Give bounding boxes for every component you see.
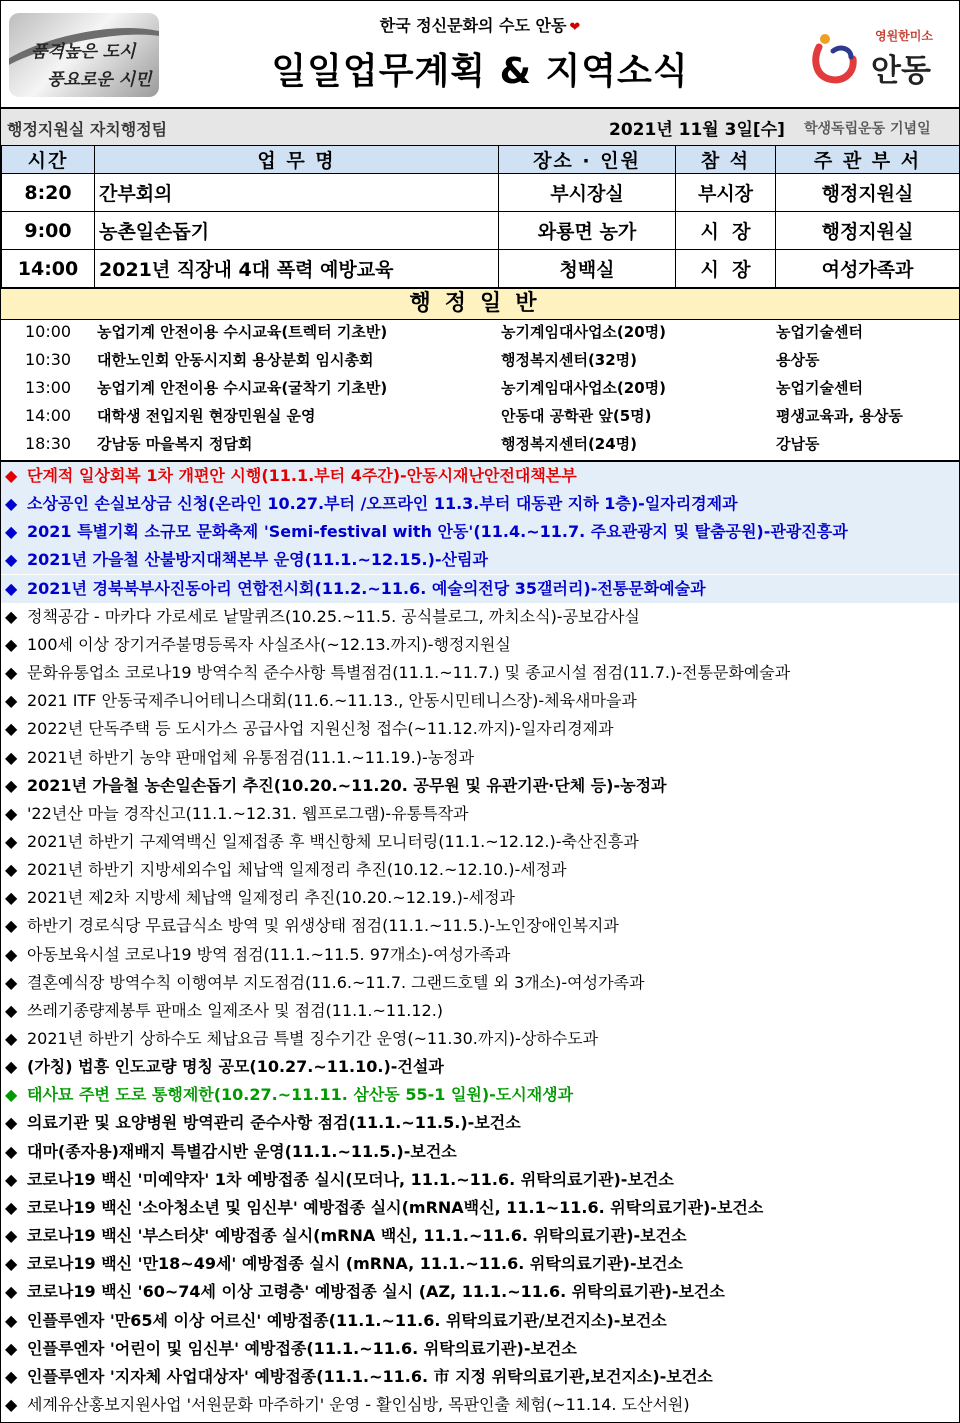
col-header-attend: 참 석 — [676, 146, 776, 174]
general-time: 13:00 — [25, 378, 72, 397]
heart-icon: ❤ — [569, 20, 581, 35]
notice-text: 코로나19 백신 '미예약자' 1차 예방접종 실시(모더나, 11.1.~11.6. 위탁의료기관)-보건소 — [27, 1169, 674, 1189]
notice-item — [1, 1194, 959, 1222]
notice-text: 의료기관 및 요양병원 방역관리 준수사항 점검(11.1.~11.5.)-보건소 — [27, 1113, 521, 1133]
notice-text: 결혼예식장 방역수칙 이행여부 지도점검(11.6.~11.7. 그랜드호텔 외 3개소)-여성가족과 — [27, 972, 645, 992]
logo-text-line2: 풍요로운 시민 — [47, 70, 152, 90]
notice-text: 2021년 하반기 농약 판매업체 유통점검(11.1.~11.19.)-농정과 — [27, 747, 475, 767]
general-list — [1, 318, 959, 460]
notice-text: 2021년 하반기 구제역백신 일제접종 후 백신항체 모니터링(11.1.~12.12.)-축산진흥과 — [27, 831, 639, 851]
general-time: 10:00 — [25, 322, 72, 341]
general-row — [1, 346, 959, 374]
diamond-bullet-icon: ◆ — [5, 466, 18, 485]
notice-item — [1, 1138, 959, 1166]
notice-item — [1, 969, 959, 997]
diamond-bullet-icon: ◆ — [5, 691, 18, 711]
diamond-bullet-icon: ◆ — [5, 1338, 18, 1358]
notice-item — [1, 1166, 959, 1194]
notice-item — [1, 462, 959, 490]
diamond-bullet-icon: ◆ — [5, 972, 18, 992]
general-place: 안동대 공학관 앞(5명) — [501, 407, 652, 425]
general-row — [1, 430, 959, 458]
general-time: 14:00 — [25, 406, 72, 425]
notice-text: 2022년 단독주택 등 도시가스 공급사업 지원신청 접수(~11.12.까지)-일자리경제과 — [27, 719, 614, 739]
diamond-bullet-icon: ◆ — [5, 916, 18, 936]
notice-item — [1, 941, 959, 969]
notice-text: (가칭) 법흥 인도교량 명칭 공모(10.27.~11.10.)-건설과 — [27, 1057, 444, 1077]
notice-text: 세계유산홍보지원사업 '서원문화 마주하기' 운영 - 활인심방, 목판인출 체험(~11.14. 도산서원) — [27, 1394, 690, 1414]
team-name: 행정지원실 자치행정팀 — [7, 120, 168, 139]
schedule-row — [2, 250, 960, 288]
diamond-bullet-icon: ◆ — [5, 944, 18, 964]
diamond-bullet-icon: ◆ — [5, 1226, 18, 1246]
notice-item — [1, 912, 959, 940]
notice-text: 하반기 경로식당 무료급식소 방역 및 위생상태 점검(11.1.~11.5.)-노인장애인복지과 — [27, 916, 619, 936]
notice-item — [1, 715, 959, 743]
notice-text: 2021년 제2차 지방세 체납액 일제정리 추진(10.20.~12.19.)-세정과 — [27, 888, 515, 908]
notice-text: 코로나19 백신 '부스터샷' 예방접종 실시(mRNA 백신, 11.1.~11.6. 위탁의료기관)-보건소 — [27, 1226, 687, 1246]
diamond-bullet-icon: ◆ — [5, 1085, 18, 1105]
notice-list — [1, 462, 959, 1420]
document-header — [1, 1, 959, 109]
schedule-attend: 시 장 — [676, 250, 776, 288]
diamond-bullet-icon: ◆ — [5, 831, 18, 851]
general-task: 대학생 전입지원 현장민원실 운영 — [97, 407, 316, 425]
schedule-time: 8:20 — [2, 174, 95, 212]
diamond-bullet-icon: ◆ — [5, 1282, 18, 1302]
notice-item — [1, 687, 959, 715]
diamond-bullet-icon: ◆ — [5, 578, 18, 598]
col-header-task: 업 무 명 — [95, 146, 499, 174]
general-dept: 농업기술센터 — [776, 379, 863, 397]
schedule-task: 농촌일손돕기 — [95, 212, 499, 250]
general-place: 농기계임대사업소(20명) — [501, 379, 666, 397]
logo-subtitle: 영원한미소 — [875, 29, 933, 43]
schedule-task: 2021년 직장내 4대 폭력 예방교육 — [95, 250, 499, 288]
diamond-bullet-icon: ◆ — [5, 1254, 18, 1274]
general-row — [1, 402, 959, 430]
schedule-header-row — [2, 146, 960, 174]
notice-text: 2021 ITF 안동국제주니어테니스대회(11.6.~11.13., 안동시민테니스장)-체육새마을과 — [27, 691, 637, 711]
diamond-bullet-icon: ◆ — [5, 1000, 18, 1020]
general-row — [1, 374, 959, 402]
schedule-dept: 여성가족과 — [776, 250, 960, 288]
slogan-text: 한국 정신문화의 수도 안동 — [379, 16, 567, 35]
notice-text: 쓰레기종량제봉투 판매소 일제조사 및 점검(11.1.~11.12.) — [27, 1000, 444, 1020]
notice-text: 코로나19 백신 '60~74세 이상 고령층' 예방접종 실시 (AZ, 11.1.~11.6. 위탁의료기관)-보건소 — [27, 1282, 725, 1302]
general-row — [1, 318, 959, 346]
general-dept: 강남동 — [776, 435, 820, 453]
schedule-time: 9:00 — [2, 212, 95, 250]
andong-logo — [809, 23, 959, 89]
notice-item — [1, 1081, 959, 1109]
general-task: 농업기계 안전이용 수시교육(굴착기 기초반) — [97, 379, 388, 397]
notice-text: 소상공인 손실보상금 신청(온라인 10.27.부터 /오프라인 11.3.부터 대동관 지하 1층)-일자리경제과 — [27, 494, 738, 514]
diamond-bullet-icon: ◆ — [5, 1029, 18, 1048]
diamond-bullet-icon: ◆ — [5, 1366, 18, 1386]
notice-item — [1, 1109, 959, 1137]
col-header-time: 시간 — [2, 146, 95, 174]
diamond-bullet-icon: ◆ — [5, 606, 18, 626]
notice-item — [1, 659, 959, 687]
notice-item — [1, 1278, 959, 1306]
schedule-time: 14:00 — [2, 250, 95, 288]
diamond-bullet-icon: ◆ — [5, 634, 18, 654]
notice-item — [1, 1250, 959, 1278]
schedule-dept: 행정지원실 — [776, 174, 960, 212]
col-header-place: 장소 · 인원 — [499, 146, 676, 174]
notice-text: 인플루엔자 '어린이 및 임신부' 예방접종(11.1.~11.6. 위탁의료기관)-보건소 — [27, 1338, 577, 1358]
general-task: 대한노인회 안동시지회 용상분회 임시총회 — [97, 351, 374, 369]
notice-item — [1, 800, 959, 828]
notice-text: '22년산 마늘 경작신고(11.1.~12.31. 웹프로그램)-유통특작과 — [27, 803, 469, 823]
info-bar — [1, 109, 959, 146]
notice-item — [1, 1053, 959, 1081]
schedule-attend: 부시장 — [676, 174, 776, 212]
schedule-row — [2, 174, 960, 212]
general-place: 농기계임대사업소(20명) — [501, 323, 666, 341]
notice-text: 2021년 하반기 상하수도 체납요금 특별 징수기간 운영(~11.30.까지)-상하수도과 — [27, 1029, 599, 1048]
col-header-dept: 주 관 부 서 — [776, 146, 960, 174]
notice-item — [1, 1222, 959, 1250]
notice-item — [1, 631, 959, 659]
general-dept: 농업기술센터 — [776, 323, 863, 341]
diamond-bullet-icon: ◆ — [5, 522, 18, 542]
notice-text: 100세 이상 장기거주불명등록자 사실조사(~12.13.까지)-행정지원실 — [27, 634, 511, 654]
schedule-row — [2, 212, 960, 250]
diamond-bullet-icon: ◆ — [5, 550, 18, 570]
andong-mark-icon — [811, 29, 859, 85]
memorial-day: 학생독립운동 기념일 — [804, 121, 931, 137]
diamond-bullet-icon: ◆ — [5, 663, 18, 683]
diamond-bullet-icon: ◆ — [5, 1169, 18, 1189]
notice-item — [1, 997, 959, 1025]
notice-text: 태사묘 주변 도로 통행제한(10.27.~11.11. 삼산동 55-1 일원)-도시재생과 — [27, 1085, 574, 1105]
notice-item — [1, 518, 959, 546]
notice-item — [1, 772, 959, 800]
diamond-bullet-icon: ◆ — [5, 719, 18, 739]
notice-text: 정책공감 - 마카다 가로세로 낱말퀴즈(10.25.~11.5. 공식블로그, 까치소식)-공보감사실 — [27, 606, 640, 626]
notice-text: 2021년 경북북부사진동아리 연합전시회(11.2.~11.6. 예술의전당 35갤러리)-전통문화예술과 — [27, 578, 706, 598]
schedule-attend: 시 장 — [676, 212, 776, 250]
notice-item — [1, 1025, 959, 1053]
notice-item — [1, 744, 959, 772]
logo-name: 안동 — [871, 53, 931, 89]
notice-item — [1, 1307, 959, 1335]
notice-item — [1, 490, 959, 518]
schedule-task: 간부회의 — [95, 174, 499, 212]
general-dept: 용상동 — [776, 351, 820, 369]
schedule-place: 청백실 — [499, 250, 676, 288]
document-date: 2021년 11월 3일[수] — [609, 120, 785, 140]
schedule-place: 부시장실 — [499, 174, 676, 212]
notice-text: 단계적 일상회복 1차 개편안 시행(11.1.부터 4주간)-안동시재난안전대책본부 — [27, 466, 577, 485]
notice-item — [1, 546, 959, 574]
diamond-bullet-icon: ◆ — [5, 1197, 18, 1217]
general-time: 10:30 — [25, 350, 72, 369]
notice-text: 2021 특별기획 소규모 문화축제 'Semi-festival with 안동'(11.4.~11.7. 주요관광지 및 탈춤공원)-관광진흥과 — [27, 522, 848, 542]
diamond-bullet-icon: ◆ — [5, 1113, 18, 1133]
notice-text: 코로나19 백신 '만18~49세' 예방접종 실시 (mRNA, 11.1.~11.6. 위탁의료기관)-보건소 — [27, 1254, 683, 1274]
notice-text: 아동보육시설 코로나19 방역 점검(11.1.~11.5. 97개소)-여성가족과 — [27, 944, 511, 964]
notice-text: 2021년 가을철 농손일손돕기 추진(10.20.~11.20. 공무원 및 유관기관·단체 등)-농정과 — [27, 775, 667, 795]
diamond-bullet-icon: ◆ — [5, 1310, 18, 1330]
notice-text: 대마(종자용)재배지 특별감시반 운영(11.1.~11.5.)-보건소 — [27, 1141, 457, 1161]
notice-item — [1, 1363, 959, 1391]
diamond-bullet-icon: ◆ — [5, 1057, 18, 1077]
general-place: 행정복지센터(24명) — [501, 435, 638, 453]
notice-item — [1, 884, 959, 912]
notice-text: 문화유통업소 코로나19 방역수칙 준수사항 특별점검(11.1.~11.7.) 및 종교시설 점검(11.7.)-전통문화예술과 — [27, 663, 791, 683]
diamond-bullet-icon: ◆ — [5, 494, 18, 514]
diamond-bullet-icon: ◆ — [5, 888, 18, 908]
notice-text: 인플루엔자 '만65세 이상 어르신' 예방접종(11.1.~11.6. 위탁의료기관/보건지소)-보건소 — [27, 1310, 667, 1330]
general-section-title: 행정일반 — [1, 288, 959, 320]
general-dept: 평생교육과, 용상동 — [776, 407, 903, 425]
general-place: 행정복지센터(32명) — [501, 351, 638, 369]
diamond-bullet-icon: ◆ — [5, 1141, 18, 1161]
schedule-dept: 행정지원실 — [776, 212, 960, 250]
diamond-bullet-icon: ◆ — [5, 803, 18, 823]
notice-item — [1, 856, 959, 884]
notice-item — [1, 575, 959, 603]
notice-text: 2021년 하반기 지방세외수입 체납액 일제정리 추진(10.12.~12.10.)-세정과 — [27, 860, 567, 880]
notice-text: 코로나19 백신 '소아청소년 및 임신부' 예방접종 실시(mRNA백신, 11.1~11.6. 위탁의료기관)-보건소 — [27, 1197, 764, 1217]
notice-item — [1, 828, 959, 856]
document-title: 일일업무계획 & 지역소식 — [271, 51, 689, 92]
notice-item — [1, 1391, 959, 1419]
general-time: 18:30 — [25, 434, 72, 453]
schedule-place: 와룡면 농가 — [499, 212, 676, 250]
notice-text: 인플루엔자 '지자체 사업대상자' 예방접종(11.1.~11.6. 市 지정 위탁의료기관,보건지소)-보건소 — [27, 1366, 713, 1386]
diamond-bullet-icon: ◆ — [5, 747, 18, 767]
general-task: 농업기계 안전이용 수시교육(트렉터 기초반) — [97, 323, 388, 341]
notice-item — [1, 1335, 959, 1363]
general-task: 강남동 마을복지 정담회 — [97, 435, 253, 453]
notice-item — [1, 603, 959, 631]
notice-text: 2021년 가을철 산불방지대책본부 운영(11.1.~12.15.)-산림과 — [27, 550, 488, 570]
diamond-bullet-icon: ◆ — [5, 775, 18, 795]
diamond-bullet-icon: ◆ — [5, 1394, 18, 1414]
diamond-bullet-icon: ◆ — [5, 860, 18, 880]
logo-text-line1: 품격높은 도시 — [31, 42, 136, 62]
schedule-table — [1, 145, 960, 288]
